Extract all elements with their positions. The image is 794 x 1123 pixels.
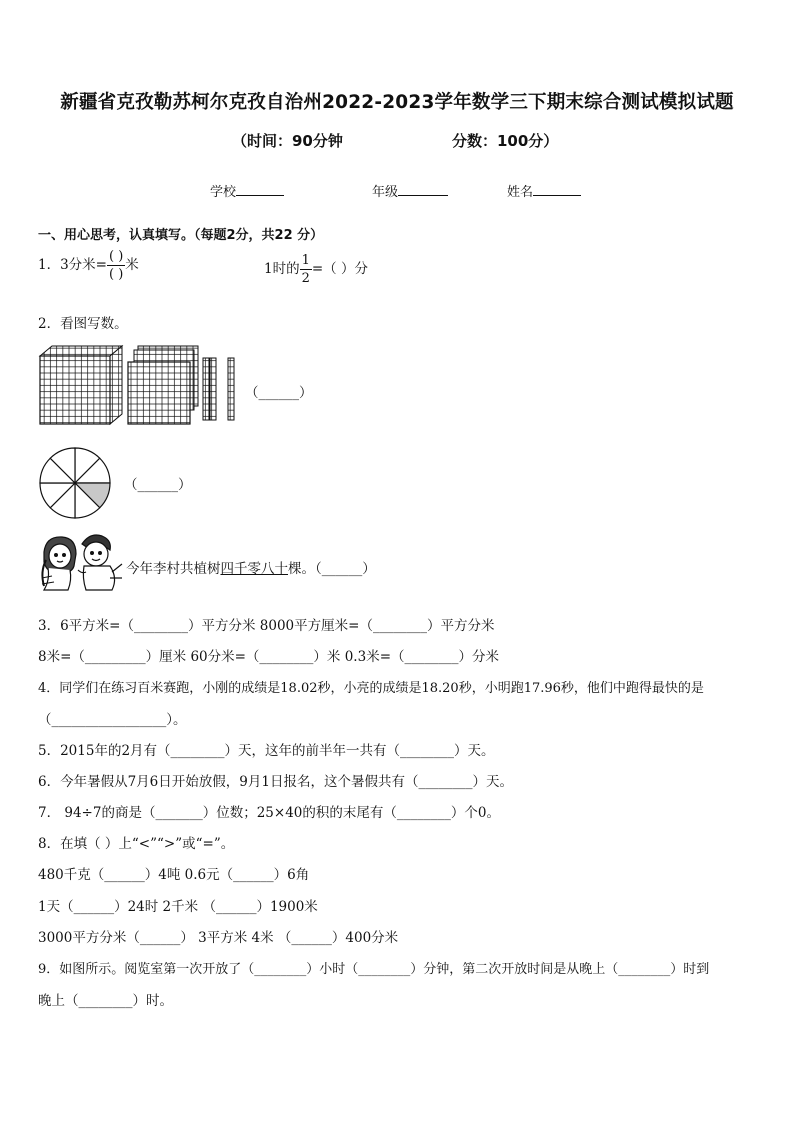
q1-b-suffix: =（ ）分	[311, 261, 368, 277]
grade-label: 年级	[372, 185, 399, 200]
question-5: 5．2015年的2月有（________）天，这年的前半年一共有（________）天。	[38, 743, 495, 759]
q1-b-denominator: 2	[301, 271, 310, 286]
grade-field	[372, 181, 448, 200]
school-label: 学校	[210, 185, 237, 200]
q1-a-numerator: ( )	[109, 249, 124, 264]
question-7: 7． 94÷7的商是（_______）位数；25×40的积的末尾有（________）个0。	[38, 805, 500, 821]
name-field	[507, 181, 581, 200]
q2-speech-text: 今年李村共植树	[126, 561, 221, 577]
children-image	[38, 532, 124, 594]
question-3-line-1: 3．6平方米=（________）平方分米 8000平方厘米=（________）平方分米	[38, 618, 495, 634]
question-6: 6．今年暑假从7月6日开始放假，9月1日报名，这个暑假共有（________）天。	[38, 774, 513, 790]
question-8-row-3: 3000平方分米（______） 3平方米 4米 （______）400分米	[38, 930, 399, 946]
section-heading: 一、用心思考，认真填写。（每题2分，共22 分）	[38, 228, 324, 243]
question-1b	[264, 254, 368, 285]
question-8: 8．在填（ ）上“<”“>”或“=”。	[38, 836, 235, 852]
q2-blank-1: （______）	[245, 385, 313, 401]
fraction-circle	[40, 448, 110, 518]
q1-a-prefix: 3分米=	[60, 257, 107, 273]
page-title: 新疆省克孜勒苏柯尔克孜自治州2022-2023学年数学三下期末综合测试模拟试题	[60, 92, 734, 113]
question-3-line-2: 8米=（_________）厘米 60分米=（________）米 0.3米=（________）分米	[38, 649, 500, 665]
question-9-line-1: 9．如图所示。阅览室第一次开放了（________）小时（________）分钟，第二次开放时间是从晚上（________）时到	[38, 962, 710, 977]
name-blank	[533, 195, 581, 196]
school-field	[210, 181, 284, 200]
grade-blank	[398, 195, 448, 196]
question-1	[38, 250, 139, 281]
exam-score: 分数：100分）	[452, 132, 559, 150]
hundred-flat-front	[128, 362, 190, 424]
q1-number: 1．	[38, 257, 61, 273]
q1-a-denominator: ( )	[109, 267, 124, 282]
q2-blank-2: （______）	[124, 477, 192, 493]
school-blank	[236, 195, 284, 196]
q2-speech-end: 棵。（______）	[288, 561, 376, 577]
boy-figure	[78, 535, 122, 590]
q1-a-fraction	[107, 250, 125, 281]
name-label: 姓名	[507, 185, 534, 200]
q2-speech-underlined: 四千零八十	[220, 561, 288, 577]
ten-rods	[203, 358, 234, 420]
q1-b-prefix: 1时的	[264, 261, 300, 277]
exam-time: （时间：90分钟	[232, 132, 343, 150]
thousand-cube	[40, 346, 122, 424]
fraction-circle-image	[38, 446, 112, 520]
q1-b-numerator: 1	[301, 253, 310, 268]
base-ten-blocks-image	[38, 342, 248, 430]
q1-b-fraction	[300, 254, 312, 285]
question-2: 2．看图写数。	[38, 316, 128, 332]
question-8-row-2: 1天（______）24时 2千米 （______）1900米	[38, 899, 318, 915]
girl-figure	[42, 537, 76, 590]
question-4-line-2: （_________________）。	[38, 712, 187, 728]
question-4-line-1: 4．同学们在练习百米赛跑，小刚的成绩是18.02秒，小亮的成绩是18.20秒，小明跑17.96秒，他们中跑得最快的是	[38, 681, 704, 696]
q1-a-suffix: 米	[125, 257, 139, 273]
question-8-row-1: 480千克（______）4吨 0.6元（______）6角	[38, 867, 310, 883]
question-9-line-2: 晚上（________）时。	[38, 993, 173, 1009]
q2-speech	[126, 557, 376, 577]
